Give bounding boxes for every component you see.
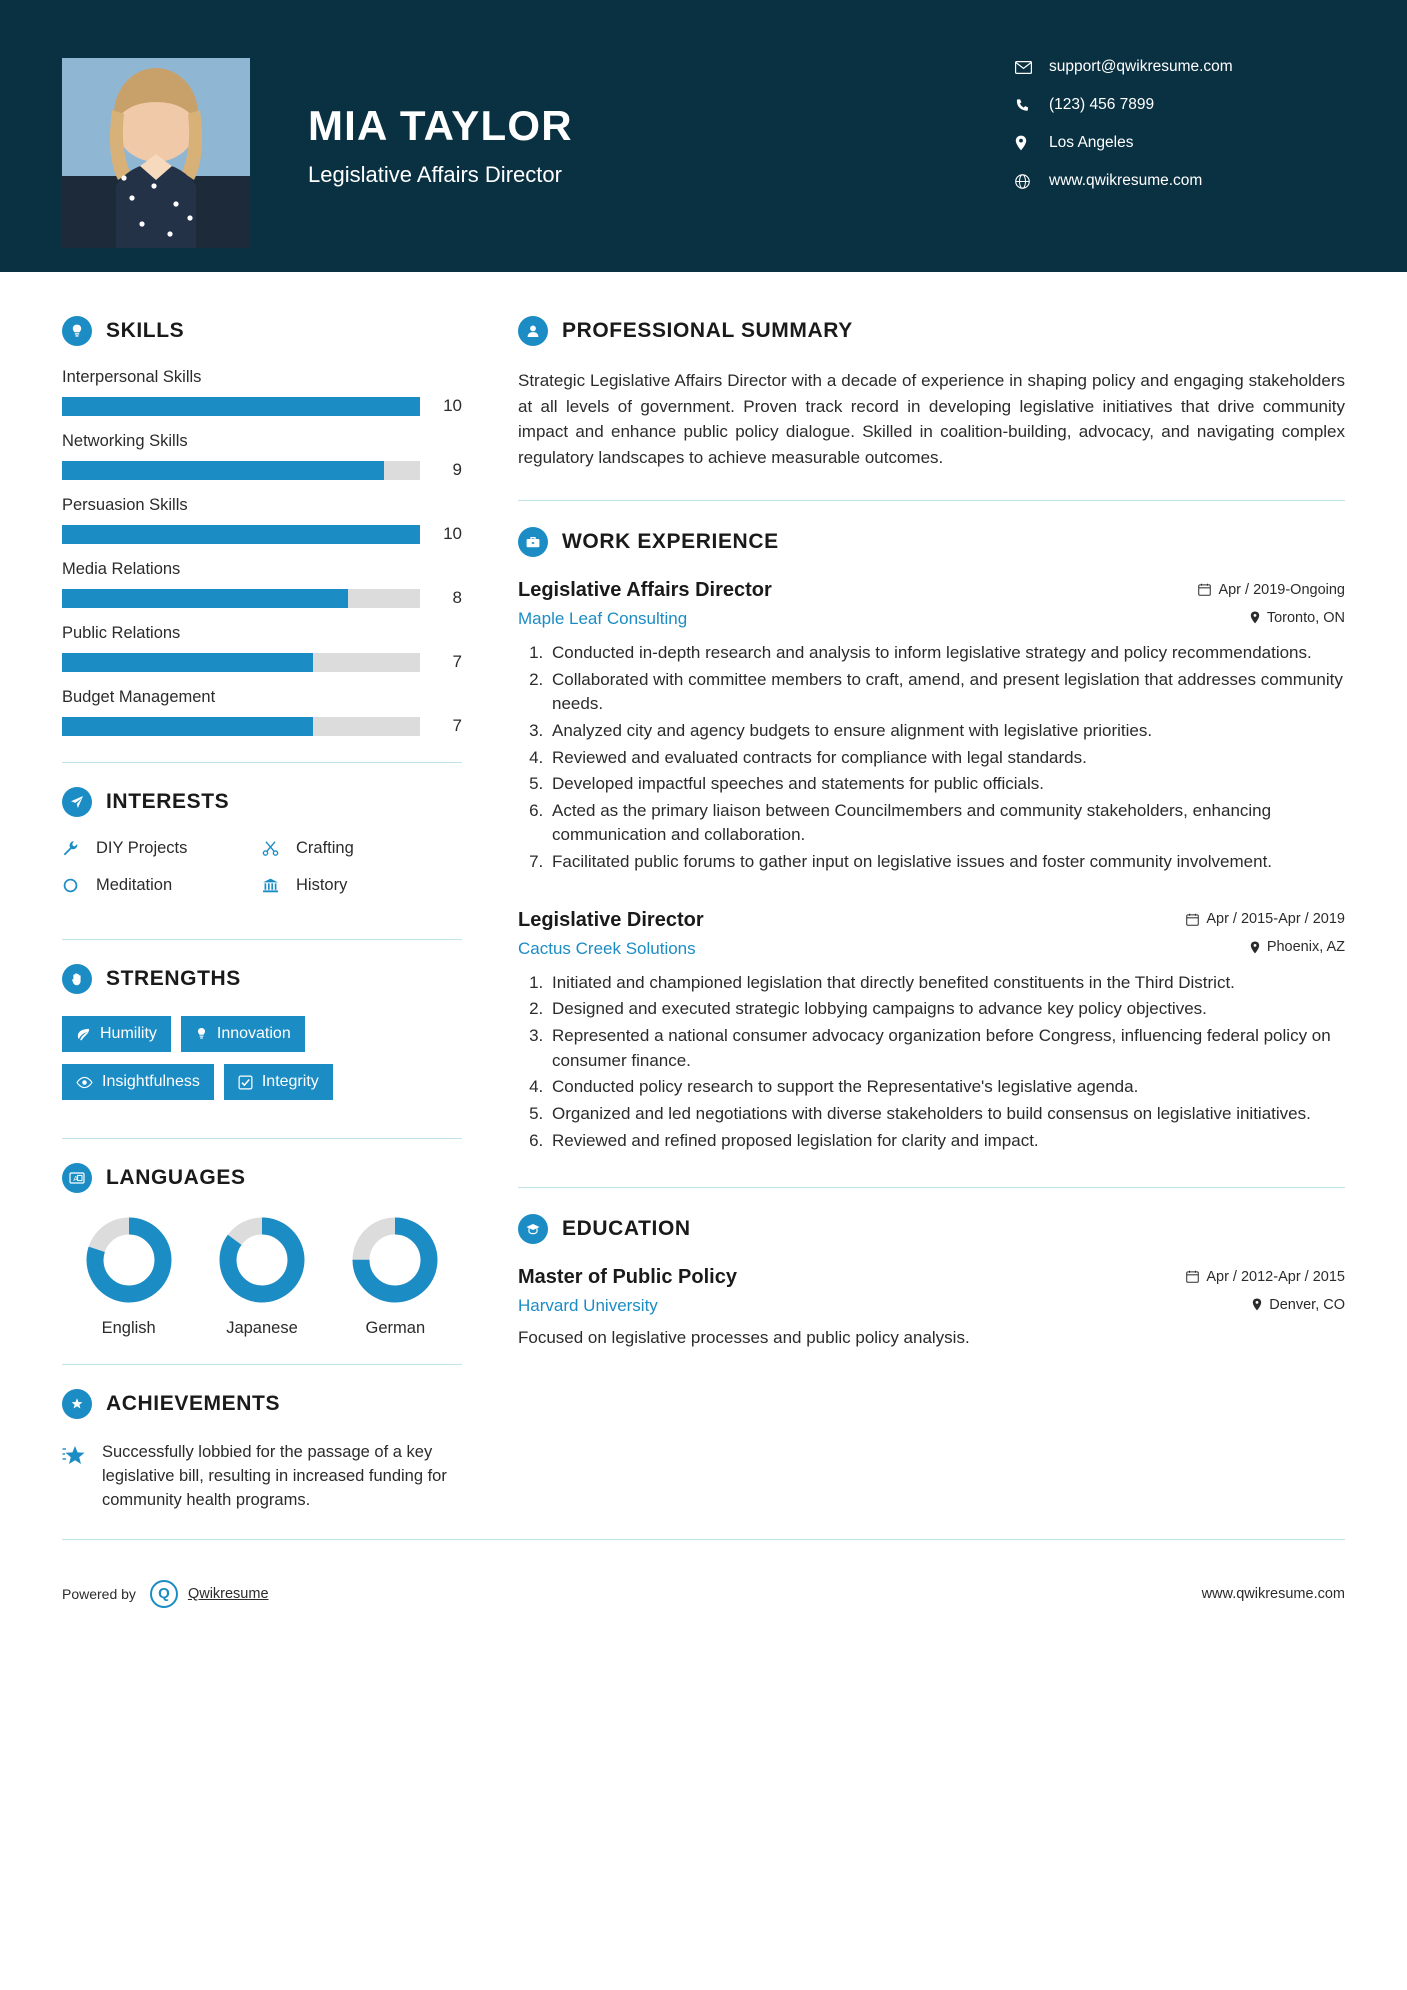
skill-value: 10 [443,396,462,415]
name-block [250,58,1015,188]
language-donut [350,1215,440,1305]
skill-value: 10 [443,524,462,543]
powered-by-label: Powered by [62,1585,136,1602]
skills-title: SKILLS [106,319,185,342]
location-pin-icon [1250,941,1260,954]
education-date [1186,1269,1345,1285]
job-bullet: 6. Reviewed and refined proposed legislation for clarity and impact. [548,1129,1345,1154]
achievement-item [62,1441,462,1513]
job-bullet: 4. Reviewed and evaluated contracts for compliance with legal standards. [548,746,1345,771]
skill-bar [62,524,462,544]
achievement-text: Successfully lobbied for the passage of a key legislative bill, resulting in increased funding for community health programs. [102,1443,447,1509]
brand-link[interactable]: Qwikresume [187,1585,269,1602]
footer-site[interactable]: www.qwikresume.com [1201,1585,1345,1602]
globe-icon [1015,174,1041,189]
resume-header [0,0,1407,272]
education-subheader [518,1296,1345,1316]
strength-chip [62,1064,214,1100]
footer-divider [62,1539,1345,1540]
job-date-text: Apr / 2015-Apr / 2019 [1206,911,1345,928]
job-bullet: 3. Analyzed city and agency budgets to ensure alignment with legislative priorities. [548,719,1345,744]
job-date [1198,582,1345,598]
interest-label: History [296,876,348,894]
skill-label: Budget Management [62,688,216,706]
hand-icon [62,964,92,994]
skills-header [62,316,462,346]
calendar-icon [1186,913,1199,926]
contact-email-value: support@qwikresume.com [1049,58,1233,75]
language-donut [84,1215,174,1305]
job-bullet: 4. Conducted policy research to support the Representative's legislative agenda. [548,1075,1345,1100]
skill-bar-fill [62,461,384,480]
education-header-row [518,1266,1345,1289]
interest-label: DIY Projects [96,839,188,857]
main-content [502,272,1345,1513]
job-bullet: 5. Organized and led negotiations with diverse stakeholders to build consensus on legislative initiatives. [548,1102,1345,1127]
interest-item [262,839,462,858]
job-bullets [518,641,1345,875]
strength-label: Humility [100,1025,157,1042]
job-location [1250,939,1345,955]
skill-bar-fill [62,397,420,416]
strength-chip [181,1016,305,1052]
summary-header [518,316,1345,346]
divider [62,762,462,763]
skill-bar [62,460,462,480]
languages-list [62,1215,462,1338]
skill-value: 7 [452,652,462,671]
job-bullet: 1. Conducted in-depth research and analysis to inform legislative strategy and policy recommendations. [548,641,1345,666]
skill-bar [62,716,462,736]
summary-title: PROFESSIONAL SUMMARY [562,319,853,342]
job-subheader [518,939,1345,959]
contact-location [1015,134,1345,152]
job-bullet: 5. Developed impactful speeches and statements for public officials. [548,772,1345,797]
section-interests [62,787,462,913]
interest-item [62,876,262,895]
location-pin-icon [1250,611,1260,624]
education-list [518,1266,1345,1348]
language-label: Japanese [226,1319,298,1337]
resume-body [0,272,1407,1513]
powered-by [62,1580,269,1608]
language-label: English [101,1319,156,1337]
skill-label: Public Relations [62,624,181,642]
page-title: MIA TAYLOR [308,102,573,149]
job-date [1186,911,1345,927]
divider [62,939,462,940]
skill-bar [62,588,462,608]
sidebar [62,272,502,1513]
language-item [329,1215,462,1338]
skill-bar-track [62,717,420,736]
education-degree: Master of Public Policy [518,1266,737,1289]
scissors-icon [262,840,288,857]
strength-label: Insightfulness [102,1073,200,1090]
interests-title: INTERESTS [106,790,230,813]
strengths-header [62,964,462,994]
skill-bar-track [62,589,420,608]
strength-label: Integrity [261,1073,319,1090]
section-education [518,1214,1345,1348]
skill-label: Media Relations [62,560,181,578]
skill-item [62,688,462,736]
divider [518,1187,1345,1188]
footer [0,1580,1407,1638]
skill-label: Persuasion Skills [62,496,188,514]
calendar-icon [1186,1270,1199,1283]
job-bullet: 1. Initiated and championed legislation that directly benefited constituents in the Third District. [548,971,1345,996]
education-date-text: Apr / 2012-Apr / 2015 [1206,1268,1345,1285]
job-date-text: Apr / 2019-Ongoing [1218,581,1345,598]
briefcase-icon [518,527,548,557]
summary-text: Strategic Legislative Affairs Director with a decade of experience in shaping policy and engaging stakeholders at all levels of government. Proven track record in developing legislative initiatives that drive community impact and enhance public policy dialogue. Skilled in coalition-building, advocacy, and navigating complex regulatory landscapes to achieve measurable outcomes. [518,371,1345,467]
divider [62,1364,462,1365]
eye-icon [76,1076,93,1089]
interest-label: Crafting [296,839,354,857]
job-bullet: 2. Designed and executed strategic lobbying campaigns to advance key policy objectives. [548,997,1345,1022]
education-school: Harvard University [518,1296,658,1316]
education-location [1252,1297,1345,1313]
job-entry [518,909,1345,1153]
qwikresume-logo-icon: Q [150,1580,178,1608]
interests-header [62,787,462,817]
job-bullet: 6. Acted as the primary liaison between Councilmembers and community stakeholders, enhancing communication and collaboration. [548,799,1345,848]
contact-phone[interactable] [1015,96,1345,114]
education-header [518,1214,1345,1244]
skill-bar-track [62,525,420,544]
skill-bar [62,652,462,672]
skill-bar-fill [62,589,348,608]
interest-item [62,839,262,858]
language-item [195,1215,328,1338]
divider [62,1138,462,1139]
skill-bar-fill [62,653,313,672]
skill-item [62,560,462,608]
avatar [62,58,250,248]
location-pin-icon [1252,1298,1262,1311]
strength-chip [62,1016,171,1052]
job-role: Legislative Director [518,908,704,931]
strength-label: Innovation [216,1025,291,1042]
achievements-title: ACHIEVEMENTS [106,1392,281,1415]
skill-label: Networking Skills [62,432,188,450]
section-achievements [62,1389,462,1513]
svg-text:A: A [73,1176,79,1183]
mail-icon [1015,61,1041,74]
star-icon [62,1441,96,1473]
paper-plane-icon [62,787,92,817]
location-pin-icon [1015,135,1041,151]
contact-list [1015,58,1345,210]
skill-bar-track [62,653,420,672]
interests-list [62,839,462,913]
contact-website[interactable] [1015,172,1345,190]
leaf-icon [76,1027,91,1042]
job-entry [518,579,1345,875]
strengths-title: STRENGTHS [106,967,241,990]
experience-header [518,527,1345,557]
job-bullet: 2. Collaborated with committee members to craft, amend, and present legislation that addresses community needs. [548,668,1345,717]
language-donut [217,1215,307,1305]
translate-icon [62,1163,92,1193]
languages-title: LANGUAGES [106,1166,246,1189]
education-entry [518,1266,1345,1348]
section-languages [62,1163,462,1338]
job-header [518,579,1345,602]
contact-email[interactable] [1015,58,1345,76]
skill-item [62,624,462,672]
job-company: Maple Leaf Consulting [518,609,688,628]
bank-icon [262,877,288,894]
job-company: Cactus Creek Solutions [518,938,696,958]
job-bullet: 7. Facilitated public forums to gather input on legislative issues and foster community involvement. [548,850,1345,875]
skill-value: 7 [452,716,462,735]
skill-bar-track [62,397,420,416]
wrench-icon [62,840,88,857]
job-bullets [518,971,1345,1153]
skill-value: 8 [452,588,462,607]
star-badge-icon [62,1389,92,1419]
education-description: Focused on legislative processes and public policy analysis. [518,1328,970,1348]
skill-bar-fill [62,525,420,544]
job-subheader [518,609,1345,629]
strengths-list [62,1016,462,1112]
skills-list [62,368,462,736]
section-strengths [62,964,462,1112]
experience-title: WORK EXPERIENCE [562,530,779,553]
interest-label: Meditation [96,876,173,894]
bulb-icon [195,1027,208,1042]
contact-location-value: Los Angeles [1049,134,1134,151]
job-header [518,909,1345,932]
contact-phone-value: (123) 456 7899 [1049,96,1155,113]
section-skills [62,316,462,736]
languages-header [62,1163,462,1193]
strength-chip [224,1064,333,1100]
graduation-icon [518,1214,548,1244]
lightbulb-icon [62,316,92,346]
skill-bar-track [62,461,420,480]
phone-icon [1015,98,1041,113]
language-item [62,1215,195,1338]
skill-item [62,432,462,480]
section-experience [518,527,1345,1153]
education-title: EDUCATION [562,1217,691,1241]
section-summary [518,316,1345,470]
achievements-header [62,1389,462,1419]
skill-label: Interpersonal Skills [62,368,202,386]
contact-website-value: www.qwikresume.com [1049,172,1203,189]
job-bullet: 3. Represented a national consumer advocacy organization before Congress, influencing federal policy on consumer finance. [548,1024,1345,1073]
jobs-list [518,579,1345,1153]
job-role: Legislative Affairs Director [518,579,772,601]
interest-item [262,876,462,895]
job-location-text: Phoenix, AZ [1266,939,1345,956]
skill-item [62,496,462,544]
language-label: German [365,1319,426,1337]
education-location-text: Denver, CO [1269,1296,1345,1313]
skill-bar [62,396,462,416]
skill-value: 9 [452,460,462,479]
calendar-icon [1198,583,1211,596]
job-location [1250,610,1345,626]
circle-icon [62,877,88,894]
job-location-text: Toronto, ON [1266,609,1345,626]
person-icon [518,316,548,346]
header-job-title: Legislative Affairs Director [308,162,562,187]
skill-item [62,368,462,416]
check-square-icon [238,1075,253,1090]
divider [518,500,1345,501]
skill-bar-fill [62,717,313,736]
